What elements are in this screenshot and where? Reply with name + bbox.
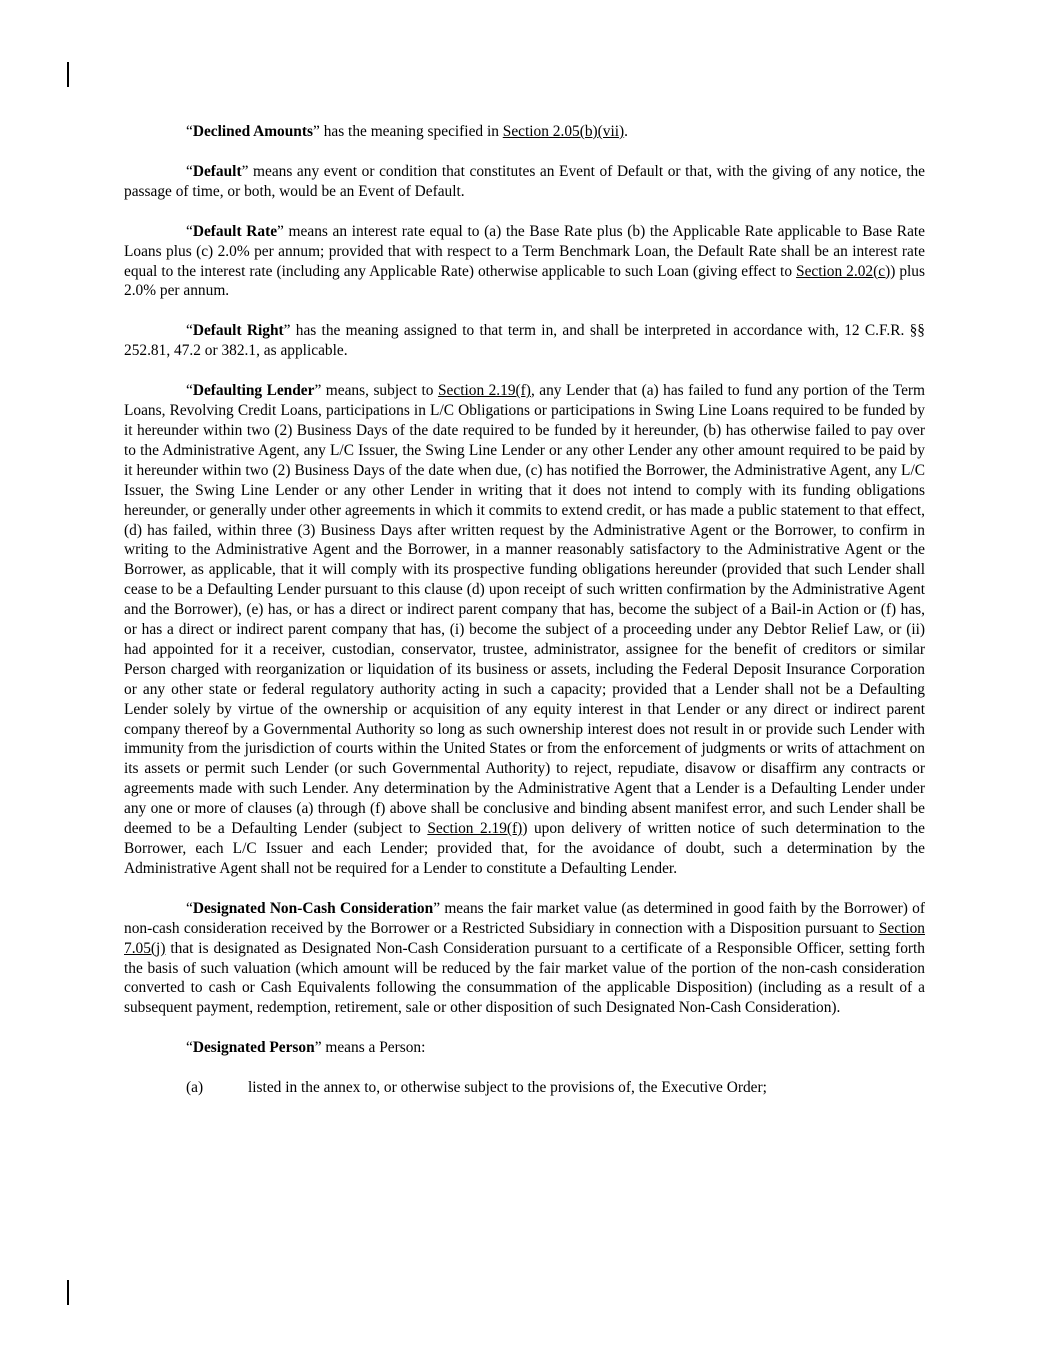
defined-term: Designated Non-Cash Consideration [192,899,434,917]
close-quote: ” [433,899,441,917]
open-quote: “ [186,322,193,340]
definition-text: that is designated as Designated Non-Cash Consideration pursuant to a certificate of a Responsible Officer, setting forth the basis of such valuation (which amount will be reduced by the fair market value of the portion of the non-cash consideration converted to cash or Cash Equivalents following the consummation of the applicable Disposition) (including as a result of a subsequent payment, redemption, retirement, sale or other disposition of such Designated Non-Cash Consideration). [124,939,925,1017]
definition-text: means a Person: [321,1039,426,1057]
definition-text: means the fair market value (as determined in good faith by the Borrower) of non-cash consideration received by the Borrower or a Restricted Subsidiary in connection with a Disposition pursuant to [124,899,925,937]
close-quote: ” [277,222,284,240]
section-reference: Section 2.19(f) [427,820,523,838]
defined-term: Default Right [192,322,284,340]
open-quote: “ [186,1039,193,1057]
open-quote: “ [186,123,193,140]
definition-default-right [124,321,925,361]
item-label: (a) [186,1079,204,1097]
open-quote: “ [186,899,193,917]
definition-text: has the meaning specified in [319,123,503,140]
defined-term: Declined Amounts [192,123,313,140]
definition-designated-non-cash-consideration [124,899,925,1018]
definition-default-rate [124,222,925,302]
section-reference: Section 7.05(j) [124,919,925,957]
definition-text: means, subject to [321,382,438,400]
definition-text: ) upon delivery of written notice of such determination to the Borrower, each L/C Issuer and each Lender; provided that, for the avoidance of doubt, such a determination by the Administrative Agent shall not be required for a Lender to constitute a Defaulting Lender. [124,820,926,877]
item-text: listed in the annex to, or otherwise subject to the provisions of, the Executive Order; [248,1079,767,1097]
close-quote: ” [313,123,320,140]
open-quote: “ [186,162,193,180]
definition-text: has the meaning assigned to that term in, and shall be interpreted in accordance with, 12 C.F.R. §§ 252.81, 47.2 or 382.1, as applicable. [124,322,925,360]
definition-defaulting-lender [124,381,925,879]
definition-default [124,162,925,202]
page-edge-mark-top [67,62,69,87]
defined-term: Designated Person [192,1039,315,1057]
close-quote: ” [283,322,291,340]
definition-text: means any event or condition that constitutes an Event of Default or that, with the giving of any notice, the passage of time, or both, would be an Event of Default. [124,162,925,200]
definition-text: , any Lender that (a) has failed to fund any portion of the Term Loans, Revolving Credit Loans, participations in L/C Obligations or participations in Swing Line Loans required to be funded by it hereunder within two (2) Business Days of the date required to be funded by it hereunder, (b) has otherwise failed to pay over to the Administrative Agent, any L/C Issuer, the Swing Line Lender or any other Lender any other amount required to be paid by it hereunder within two (2) Business Days of the date when due, (c) has notified the Borrower, the Administrative Agent, any L/C Issuer, the Swing Line Lender or any other Lender in writing that it does not intend to comply with its funding obligations hereunder, or generally under other agreements in which it commits to extend credit, or has made a public statement to that effect, (d) has failed, within three (3) Business Days after written request by the Administrative Agent or the Borrower, to confirm in writing to the Administrative Agent and the Borrower, in a manner reasonably satisfactory to the Administrative Agent or the Borrower, as applicable, that it will comply with its prospective funding obligations hereunder (provided that such Lender shall cease to be a Defaulting Lender pursuant to this clause (d) upon receipt of such written confirmation by the Administrative Agent and the Borrower), (e) has, or has a direct or indirect parent company that has, become the subject of a Bail-in Action or (f) has, or has a direct or indirect parent company that has, (i) become the subject of a proceeding under any Debtor Relief Law, or (ii) had appointed for it a receiver, custodian, conservator, trustee, administrator, assignee for the benefit of creditors or similar Person charged with reorganization or liquidation of its business or assets, including the Federal Deposit Insurance Corporation or any other state or federal regulatory authority acting in such a capacity; provided that a Lender shall not be a Defaulting Lender solely by virtue of the ownership or acquisition of any equity interest in that Lender or any direct or indirect parent company thereof by a Governmental Authority so long as such ownership interest does not result in or provide such Lender with immunity from the jurisdiction of courts within the United States or from the enforcement of judgments or writs of attachment on its assets or permit such Lender (or such Governmental Authority) to reject, repudiate, disavow or disaffirm any contracts or agreements made with such Lender. Any determination by the Administrative Agent that a Lender is a Defaulting Lender under any one or more of clauses (a) through (f) above shall be conclusive and binding absent manifest error, and such Lender shall be deemed to be a Defaulting Lender (subject to [124,382,926,838]
defined-term: Defaulting Lender [192,382,315,400]
definition-text: means an interest rate equal to (a) the Base Rate plus (b) the Applicable Rate applicable to Base Rate Loans plus (c) 2.0% per annum; provided that with respect to a Term Benchmark Loan, the Default Rate shall be an interest rate equal to the interest rate (including any Applicable Rate) otherwise applicable to such Loan (giving effect to [124,222,926,280]
close-quote: ” [314,382,322,400]
section-reference: Section 2.19(f) [437,382,531,400]
defined-term: Default [192,162,242,180]
definition-designated-person [124,1038,925,1058]
document-page [124,122,925,1098]
defined-term: Default Rate [192,222,278,240]
page-edge-mark-bottom [67,1280,69,1305]
close-quote: ” [314,1039,322,1057]
definition-text: ) plus 2.0% per annum. [124,262,925,300]
close-quote: ” [241,162,249,180]
open-quote: “ [186,222,193,240]
section-reference: Section 2.05(b)(vii) [502,123,625,140]
definition-declined-amounts [124,122,925,142]
open-quote: “ [186,382,193,400]
section-reference: Section 2.02(c) [796,262,891,280]
definition-text: . [624,123,629,140]
designated-person-item-a [186,1078,925,1098]
